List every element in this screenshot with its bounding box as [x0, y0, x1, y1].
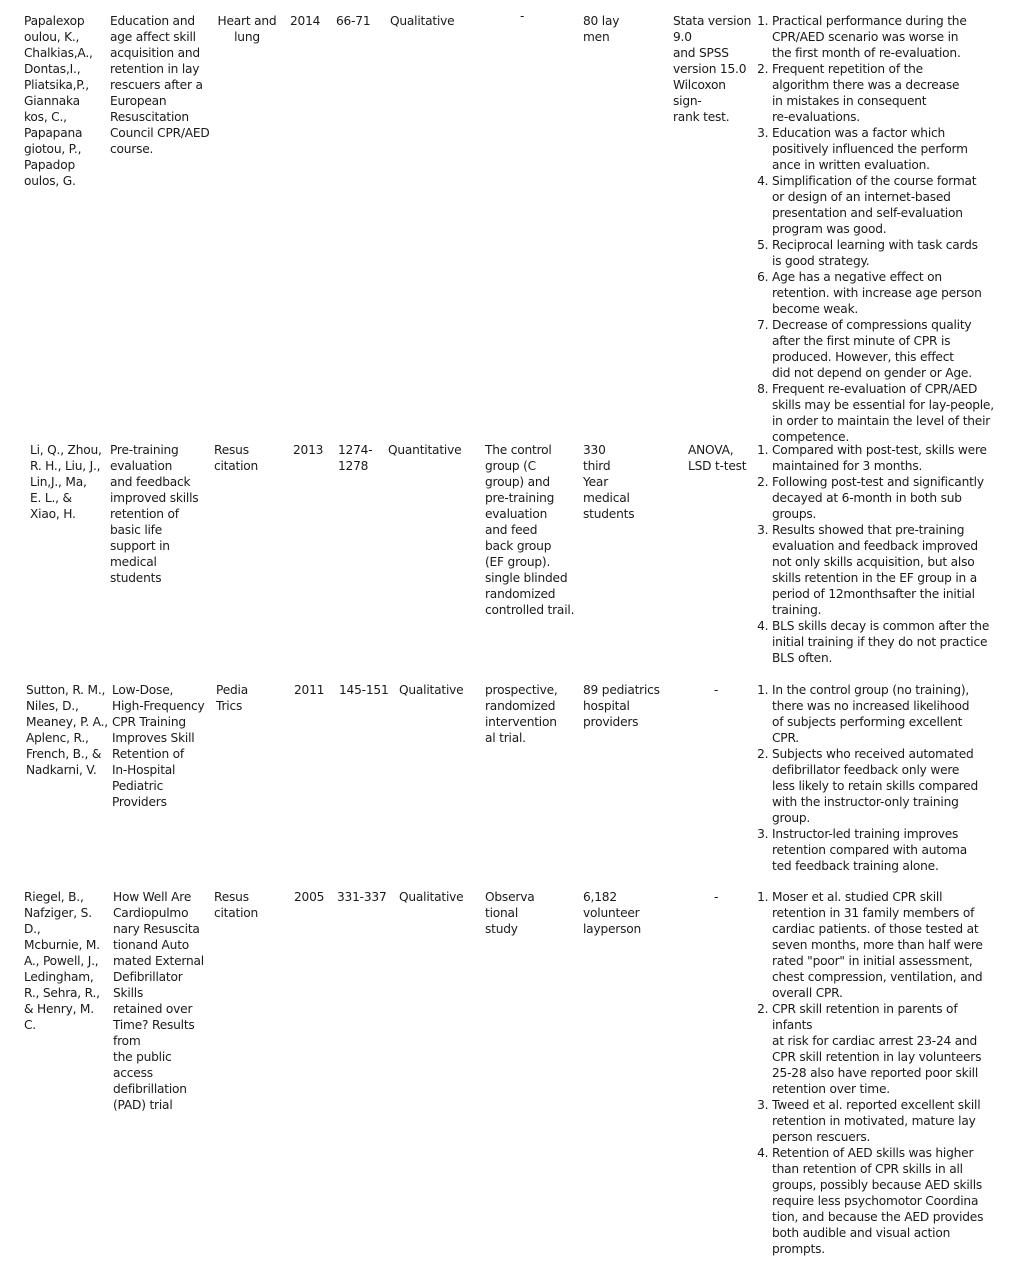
findings-list [757, 889, 997, 1257]
sample-cell: 6,182 volunteer layperson [583, 890, 642, 936]
design-cell: - [520, 9, 525, 23]
findings-list [757, 682, 997, 874]
sample-cell: 330 third Year medical students [583, 443, 635, 521]
design-cell: Observa tional study [485, 890, 535, 936]
list-item: 3. Education was a factor which positively influenced the perform ance in written evaluation. [772, 125, 997, 173]
findings-cell [757, 889, 997, 1257]
journal-cell: Pedia Trics [216, 683, 249, 713]
stats-cell: - [714, 683, 719, 697]
findings-cell [757, 13, 997, 445]
list-item: 3. Results showed that pre-training evaluation and feedback improved not only skills acquisition, but also skills retention in the EF group in a period of 12monthsafter the initial training. [772, 522, 997, 618]
list-item: 8. Frequent re-evaluation of CPR/AED skills may be essential for lay-people, in order to maintain the level of their competence. [772, 381, 997, 445]
method-cell: Qualitative [399, 890, 464, 904]
list-item: 2. Following post-test and significantly decayed at 6-month in both sub groups. [772, 474, 997, 522]
list-item: 3. Tweed et al. reported excellent skill retention in motivated, mature lay person rescuers. [772, 1097, 997, 1145]
year-cell: 2013 [293, 443, 324, 457]
title-cell: How Well Are Cardiopulmo nary Resuscita tionand Auto mated External Defibrillator Skills retained over Time? Results from the public access defibrillation (PAD) trial [113, 890, 204, 1112]
year-cell: 2005 [294, 890, 325, 904]
stats-cell: - [714, 890, 719, 904]
design-cell: prospective, randomized intervention al trial. [485, 683, 558, 745]
stats-cell: Stata version 9.0 and SPSS version 15.0 Wilcoxon sign- rank test. [673, 14, 752, 124]
journal-cell: Resus citation [214, 890, 259, 920]
method-cell: Qualitative [390, 14, 455, 28]
list-item: 6. Age has a negative effect on retention. with increase age person become weak. [772, 269, 997, 317]
journal-cell: Resus citation [214, 443, 259, 473]
list-item: 1. Practical performance during the CPR/AED scenario was worse in the first month of re-evaluation. [772, 13, 997, 61]
design-cell: The control group (C group) and pre-training evaluation and feed back group (EF group). single blinded randomized controlled trail. [485, 443, 575, 617]
authors-cell: Riegel, B., Nafziger, S. D., Mcburnie, M. A., Powell, J., Ledingham, R., Sehra, R., & Henry, M. C. [24, 890, 100, 1032]
findings-list [757, 13, 997, 445]
journal-cell: Heart and lung [217, 14, 277, 44]
pages-cell: 66-71 [336, 14, 371, 28]
method-cell: Qualitative [399, 683, 464, 697]
list-item: 7. Decrease of compressions quality after the first minute of CPR is produced. However, this effect did not depend on gender or Age. [772, 317, 997, 381]
sample-cell: 89 pediatrics hospital providers [583, 683, 660, 729]
year-cell: 2011 [294, 683, 325, 697]
stats-cell: ANOVA, LSD t-test [688, 443, 747, 473]
list-item: 1. Compared with post-test, skills were maintained for 3 months. [772, 442, 997, 474]
pages-cell: 145-151 [339, 683, 389, 697]
list-item: 1. In the control group (no training), there was no increased likelihood of subjects performing excellent CPR. [772, 682, 997, 746]
list-item: 1. Moser et al. studied CPR skill retention in 31 family members of cardiac patients. of those tested at seven months, more than half were rated "poor" in initial assessment, chest compression, ventilation, and overall CPR. [772, 889, 997, 1001]
authors-cell: Papalexop oulou, K., Chalkias,A., Dontas,I., Pliatsika,P., Giannaka kos, C., Papapana giotou, P., Papadop oulos, G. [24, 14, 93, 188]
findings-cell [757, 682, 997, 874]
list-item: 4. Simplification of the course format or design of an internet-based presentation and self-evaluation program was good. [772, 173, 997, 237]
title-cell: Pre-training evaluation and feedback improved skills retention of basic life support in medical students [110, 443, 199, 585]
pages-cell: 331-337 [337, 890, 387, 904]
title-cell: Education and age affect skill acquisition and retention in lay rescuers after a European Resuscitation Council CPR/AED course. [110, 14, 210, 156]
list-item: 4. BLS skills decay is common after the initial training if they do not practice BLS often. [772, 618, 997, 666]
year-cell: 2014 [290, 14, 321, 28]
list-item: 2. Subjects who received automated defibrillator feedback only were less likely to retain skills compared with the instructor-only training group. [772, 746, 997, 826]
authors-cell: Sutton, R. M., Niles, D., Meaney, P. A., Aplenc, R., French, B., & Nadkarni, V. [26, 683, 108, 777]
sample-cell: 80 lay men [583, 14, 620, 44]
list-item: 3. Instructor-led training improves retention compared with automa ted feedback training alone. [772, 826, 997, 874]
pages-cell: 1274- 1278 [338, 443, 373, 473]
method-cell: Quantitative [388, 443, 462, 457]
authors-cell: Li, Q., Zhou, R. H., Liu, J., Lin,J., Ma, E. L., & Xiao, H. [30, 443, 102, 521]
title-cell: Low-Dose, High-Frequency CPR Training Improves Skill Retention of In-Hospital Pediatric Providers [112, 683, 205, 809]
findings-list [757, 442, 997, 666]
list-item: 5. Reciprocal learning with task cards is good strategy. [772, 237, 997, 269]
list-item: 2. Frequent repetition of the algorithm there was a decrease in mistakes in consequent re-evaluations. [772, 61, 997, 125]
findings-cell [757, 442, 997, 666]
list-item: 2. CPR skill retention in parents of infants at risk for cardiac arrest 23-24 and CPR skill retention in lay volunteers 25-28 also have reported poor skill retention over time. [772, 1001, 997, 1097]
list-item: 4. Retention of AED skills was higher than retention of CPR skills in all groups, possibly because AED skills require less psychomotor Coordina tion, and because the AED provides both audible and visual action prompts. [772, 1145, 997, 1257]
